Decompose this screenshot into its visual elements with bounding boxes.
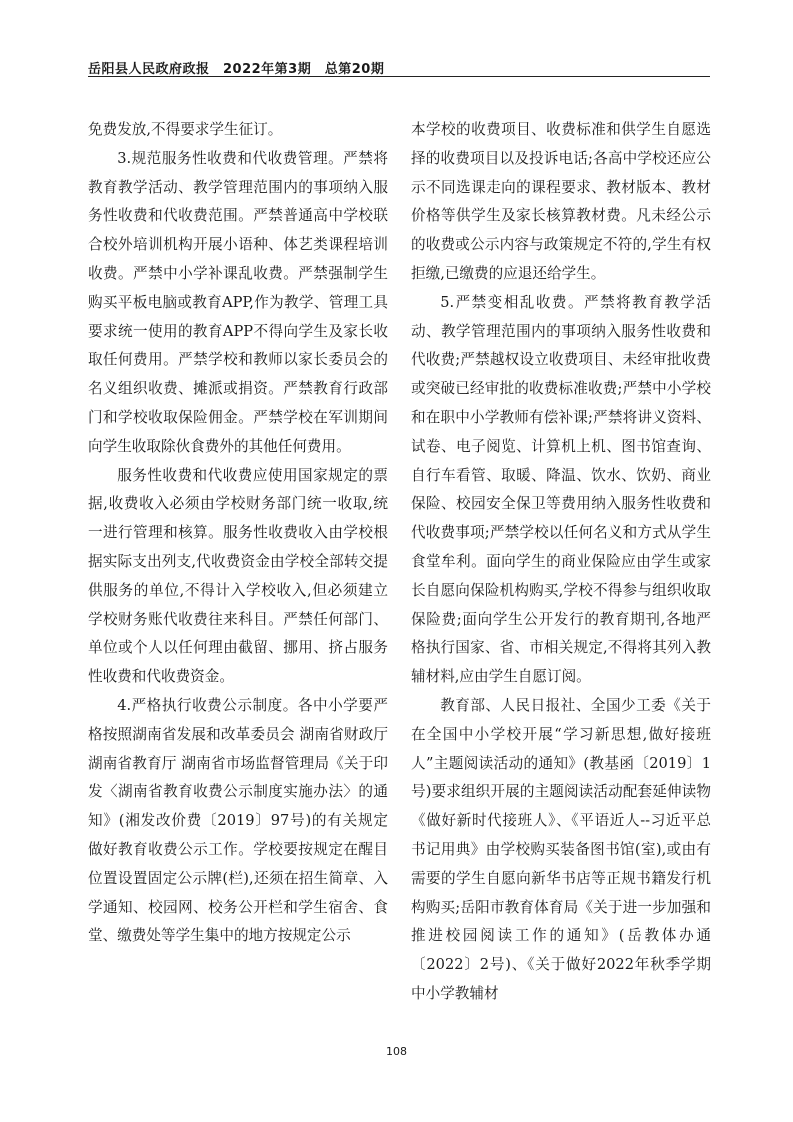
paragraph: 4.严格执行收费公示制度。各中小学要严格按照湖南省发展和改革委员会 湖南省财政厅 湖南省教育厅 湖南省市场监督管理局《关于印发〈湖南省教育收费公示制度实施办法〉的通知》(湘发改价费〔2019〕97号)的有关规定做好教育收费公示工作。学校要按规定在醒目位置设置固定公示牌(栏),还须在招生简章、入学通知、校园网、校务公开栏和学生宿舍、食堂、缴费处等学生集中的地方按规定公示 [88, 696, 388, 945]
page-number: 108 [386, 1045, 407, 1058]
right-column [411, 116, 711, 1009]
left-column [88, 116, 388, 951]
paragraph: 本学校的收费项目、收费标准和供学生自愿选择的收费项目以及投诉电话;各高中学校还应公示不同选课走向的课程要求、教材版本、教材价格等供学生及家长核算教材费。凡未经公示的收费或公示内容与政策规定不符的,学生有权拒缴,已缴费的应退还给学生。 [411, 121, 711, 282]
paragraph: 3.规范服务性收费和代收费管理。严禁将教育教学活动、教学管理范围内的事项纳入服务性收费和代收费范围。严禁普通高中学校联合校外培训机构开展小语种、体艺类课程培训收费。严禁中小学补课乱收费。严禁强制学生购买平板电脑或教育APP,作为教学、管理工具要求统一使用的教育APP不得向学生及家长收取任何费用。严禁学校和教师以家长委员会的名义组织收费、摊派或捐资。严禁教育行政部门和学校收取保险佣金。严禁学校在军训期间向学生收取除伙食费外的其他任何费用。 [88, 149, 388, 455]
paragraph: 教育部、人民日报社、全国少工委《关于在全国中小学校开展“学习新思想,做好接班人”主题阅读活动的通知》(教基函〔2019〕1号)要求组织开展的主题阅读活动配套延伸读物《做好新时代接班人》、《平语近人--习近平总书记用典》由学校购买装备图书馆(室),或由有需要的学生自愿向新华书店等正规书籍发行机构购买;岳阳市教育体育局《关于进一步加强和推进校园阅读工作的通知》(岳教体办通〔2022〕2号)、《关于做好2022年秋季学期中小学教辅材 [411, 696, 711, 1002]
paragraph: 免费发放,不得要求学生征订。 [88, 121, 283, 138]
header-divider [88, 76, 710, 77]
journal-header: 岳阳县人民政府政报 2022年第3期 总第20期 [88, 62, 385, 77]
paragraph: 5.严禁变相乱收费。严禁将教育教学活动、教学管理范围内的事项纳入服务性收费和代收费;严禁越权设立收费项目、未经审批收费或突破已经审批的收费标准收费;严禁中小学校和在职中小学教师有偿补课;严禁将讲义资料、试卷、电子阅览、计算机上机、图书馆查询、自行车看管、取暖、降温、饮水、饮奶、商业保险、校园安全保卫等费用纳入服务性收费和代收费事项;严禁学校以任何名义和方式从学生食堂牟利。面向学生的商业保险应由学生或家长自愿向保险机构购买,学校不得参与组织收取保险费;面向学生公开发行的教育期刊,各地严格执行国家、省、市相关规定,不得将其列入教辅材料,应由学生自愿订阅。 [411, 293, 711, 686]
paragraph: 服务性收费和代收费应使用国家规定的票据,收费收入必须由学校财务部门统一收取,统一进行管理和核算。服务性收费收入由学校根据实际支出列支,代收费资金由学校全部转交提供服务的单位,不得计入学校收入,但必须建立学校财务账代收费往来科目。严禁任何部门、单位或个人以任何理由截留、挪用、挤占服务性收费和代收费资金。 [88, 466, 388, 686]
